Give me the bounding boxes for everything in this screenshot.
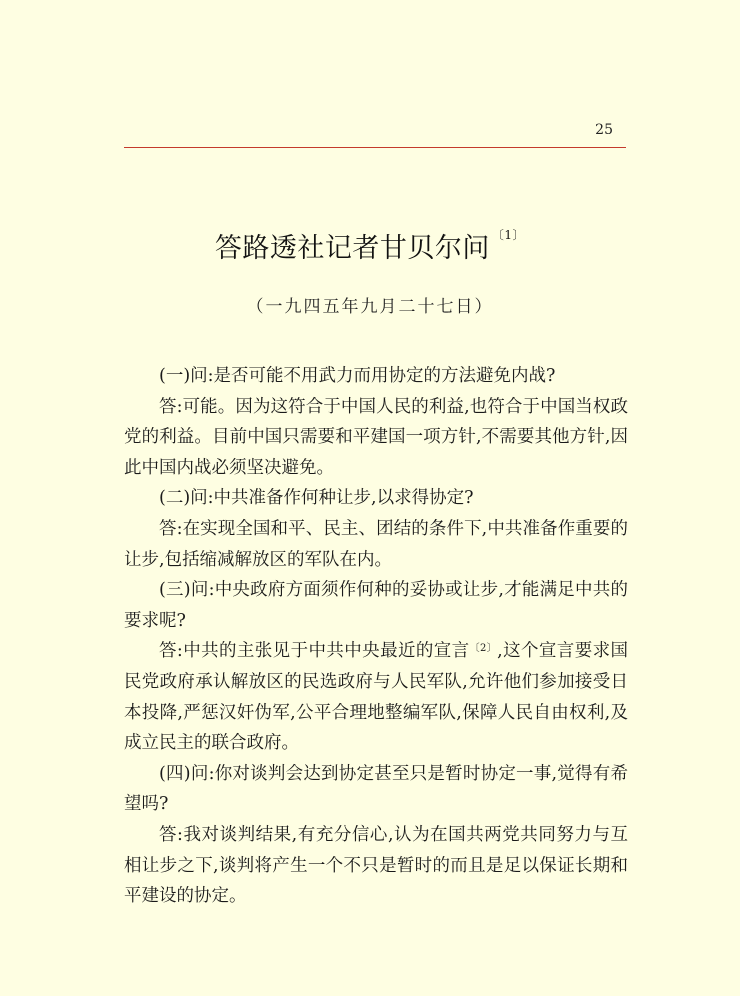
article-title bbox=[0, 226, 740, 265]
paragraph-a2: 答:在实现全国和平、民主、团结的条件下,中共准备作重要的让步,包括缩减解放区的军队在内。 bbox=[124, 518, 628, 570]
paragraph-a4: 答:我对谈判结果,有充分信心,认为在国共两党共同努力与互相让步之下,谈判将产生一个不只是暂时的而且是足以保证长期和平建设的协定。 bbox=[124, 824, 628, 907]
article-body bbox=[124, 361, 628, 912]
footnote-ref-2[interactable]: 〔2〕 bbox=[469, 643, 498, 655]
paragraph-a3-rest: ,这个宣言要求国民党政府承认解放区的民选政府与人民军队,允许他们参加接受日本投降,严惩汉奸伪军,公平合理地整编军队,保障人民自由权利,及成立民主的联合政府。 bbox=[124, 641, 628, 754]
paragraph-q2: (二)问:中共准备作何种让步,以求得协定? bbox=[159, 488, 474, 509]
paragraph-a3 bbox=[124, 636, 628, 758]
title-text: 答路透社记者甘贝尔问 bbox=[214, 233, 490, 264]
article-date: （一九四五年九月二十七日） bbox=[246, 297, 494, 317]
title-footnote-ref[interactable]: 〔1〕 bbox=[491, 228, 526, 242]
header-rule bbox=[124, 147, 626, 148]
paragraph-a3-start: 答:中共的主张见于中共中央最近的宣言 bbox=[159, 641, 470, 662]
paragraph-q4: (四)问:你对谈判会达到协定甚至只是暂时协定一事,觉得有希望吗? bbox=[124, 763, 628, 815]
page-number: 25 bbox=[595, 122, 613, 138]
paragraph-q3: (三)问:中央政府方面须作何种的妥协或让步,才能满足中共的要求呢? bbox=[124, 580, 628, 631]
paragraph-q1: (一)问:是否可能不用武力而用协定的方法避免内战? bbox=[159, 366, 556, 386]
paragraph-a1: 答:可能。因为这符合于中国人民的利益,也符合于中国当权政党的利益。目前中国只需要和平建国一项方针,不需要其他方针,因此中国内战必须坚决避免。 bbox=[124, 396, 628, 478]
